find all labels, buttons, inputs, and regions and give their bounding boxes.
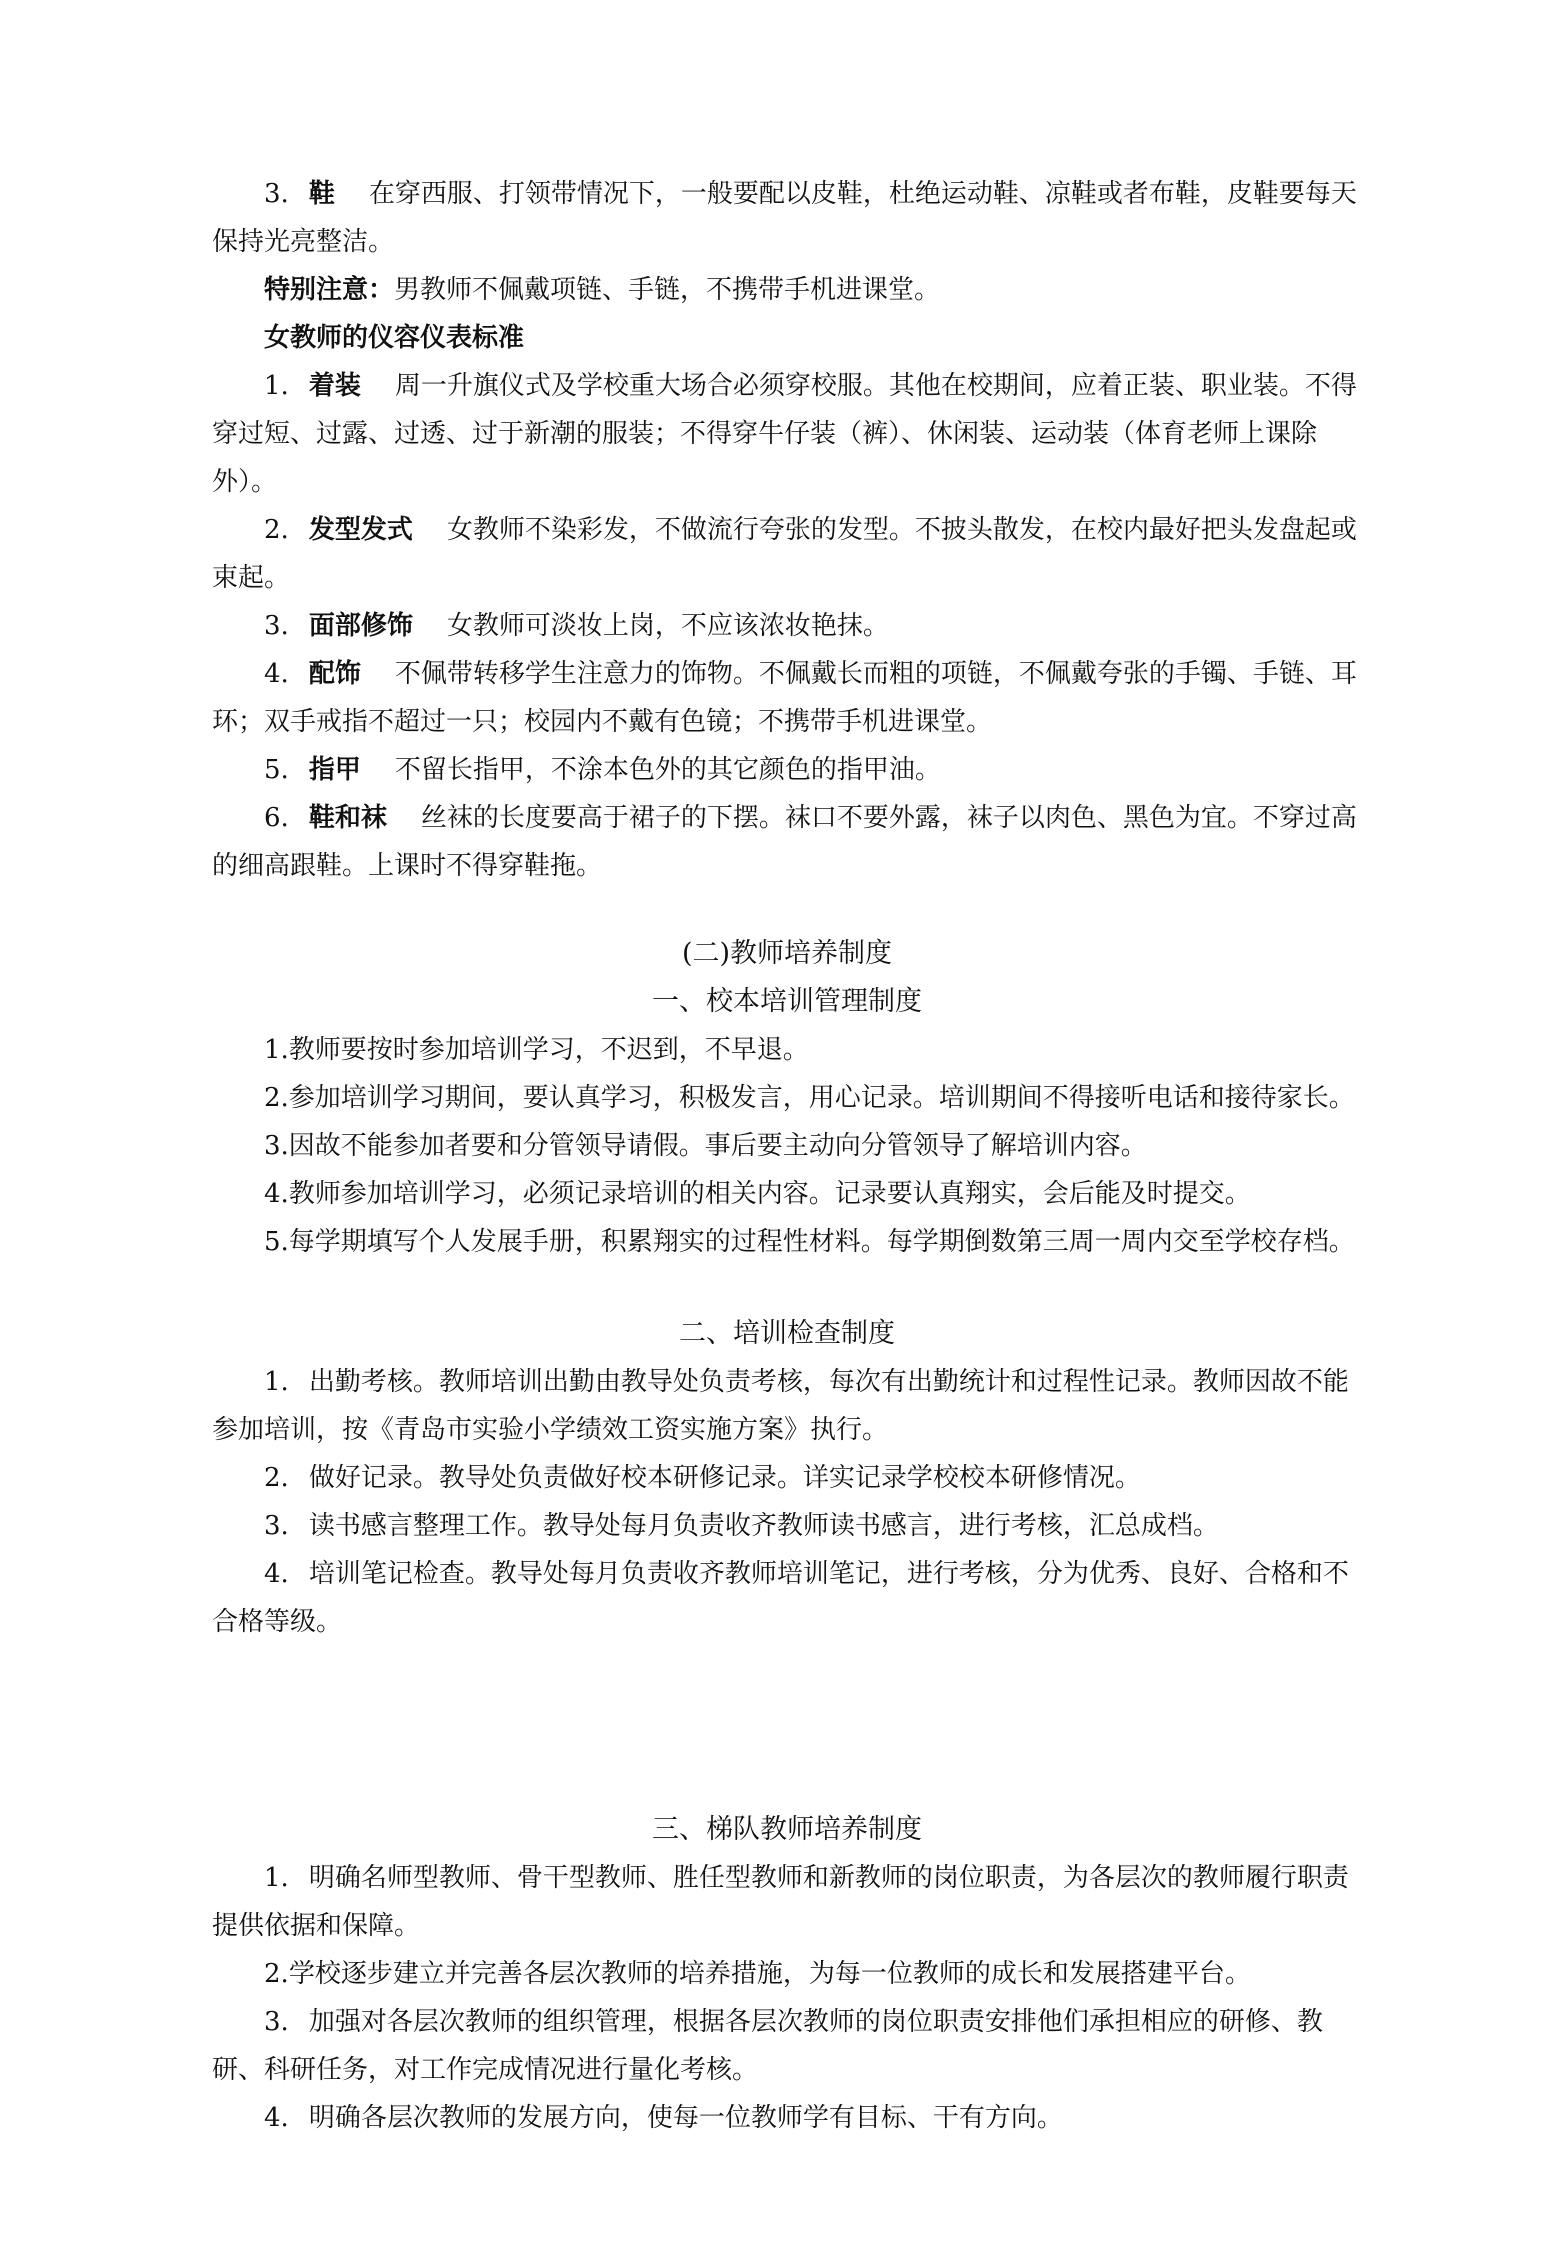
list-item: 3.因故不能参加者要和分管领导请假。事后要主动向分管领导了解培训内容。 — [264, 1131, 1147, 1161]
item-number: 3. — [264, 611, 289, 641]
list-item — [212, 1550, 1362, 1646]
item-number: 1. — [264, 1367, 289, 1397]
item-heading: 着装 — [308, 371, 361, 401]
item-heading: 发型发式 — [308, 515, 413, 545]
spacer — [212, 890, 1362, 930]
item-number: 4. — [264, 2103, 289, 2133]
item-number: 4. — [264, 659, 289, 689]
item-number: 4. — [264, 1559, 289, 1589]
female-item — [212, 650, 1362, 746]
item-text: 不佩带转移学生注意力的饰物。不佩戴长而粗的项链，不佩戴夸张的手镯、手链、耳环；双手戒指不超过一只；校园内不戴有色镜；不携带手机进课堂。 — [212, 659, 1357, 737]
list-item — [212, 1998, 1362, 2094]
item-text: 女教师可淡妆上岗，不应该浓妆艳抹。 — [446, 611, 889, 641]
item-number: 6. — [264, 803, 289, 833]
list-item — [212, 1854, 1362, 1950]
item-text: 加强对各层次教师的组织管理，根据各层次教师的岗位职责安排他们承担相应的研修、教研、科研任务，对工作完成情况进行量化考核。 — [212, 2007, 1323, 2085]
list-item — [212, 1950, 1362, 1998]
list-item — [212, 1502, 1362, 1550]
note-text: 男教师不佩戴项链、手链，不携带手机进课堂。 — [394, 275, 941, 305]
list-item — [212, 2094, 1362, 2142]
item-text: 女教师不染彩发，不做流行夸张的发型。不披头散发，在校内最好把头发盘起或束起。 — [212, 515, 1357, 593]
item-text: 做好记录。教导处负责做好校本研修记录。详实记录学校校本研修情况。 — [308, 1463, 1141, 1493]
item-text: 出勤考核。教师培训出勤由教导处负责考核，每次有出勤统计和过程性记录。教师因故不能参加培训，按《青岛市实验小学绩效工资实施方案》执行。 — [212, 1367, 1349, 1445]
subsection-title-echelon: 三、梯队教师培养制度 — [652, 1814, 922, 1845]
item-number: 2. — [264, 1959, 289, 1989]
item-number: 2. — [264, 1463, 289, 1493]
item-number: 1. — [264, 371, 289, 401]
male-shoes-paragraph — [212, 170, 1362, 266]
spacer — [212, 1266, 1362, 1310]
item-heading: 指甲 — [308, 755, 361, 785]
item-number: 3. — [264, 2007, 289, 2037]
item-text: 在穿西服、打领带情况下，一般要配以皮鞋，杜绝运动鞋、凉鞋或者布鞋，皮鞋要每天保持光亮整洁。 — [212, 179, 1357, 257]
list-item: 1.教师要按时参加培训学习，不迟到，不早退。 — [264, 1035, 809, 1065]
item-text: 明确各层次教师的发展方向，使每一位教师学有目标、干有方向。 — [308, 2103, 1063, 2133]
document-content — [212, 170, 1362, 2142]
item-number: 1. — [264, 1863, 289, 1893]
item-heading: 鞋 — [308, 179, 335, 209]
female-item — [212, 794, 1362, 890]
subsection-title-school-training: 一、校本培训管理制度 — [652, 986, 922, 1017]
list-item — [212, 1358, 1362, 1454]
subsection-title-inspection: 二、培训检查制度 — [679, 1318, 895, 1349]
item-number: 2. — [264, 515, 289, 545]
item-number: 5. — [264, 755, 289, 785]
list-item: 4.教师参加培训学习，必须记录培训的相关内容。记录要认真翔实，会后能及时提交。 — [264, 1179, 1251, 1209]
female-item — [212, 746, 1362, 794]
item-text: 读书感言整理工作。教导处每月负责收齐教师读书感言，进行考核，汇总成档。 — [308, 1511, 1219, 1541]
male-note-paragraph — [212, 266, 1362, 314]
item-text: 培训笔记检查。教导处每月负责收齐教师培训笔记，进行考核，分为优秀、良好、合格和不合格等级。 — [212, 1559, 1349, 1637]
item-text: 不留长指甲，不涂本色外的其它颜色的指甲油。 — [394, 755, 941, 785]
item-text: 明确名师型教师、骨干型教师、胜任型教师和新教师的岗位职责，为各层次的教师履行职责提供依据和保障。 — [212, 1863, 1349, 1941]
spacer — [212, 1646, 1362, 1806]
item-number: 3. — [264, 179, 289, 209]
female-item — [212, 362, 1362, 506]
item-heading: 配饰 — [308, 659, 361, 689]
item-text: 周一升旗仪式及学校重大场合必须穿校服。其他在校期间，应着正装、职业装。不得穿过短、过露、过透、过于新潮的服装；不得穿牛仔装（裤）、休闲装、运动装（体育老师上课除外）。 — [212, 371, 1357, 497]
female-item — [212, 506, 1362, 602]
note-heading: 特别注意： — [264, 275, 395, 305]
item-heading: 面部修饰 — [308, 611, 413, 641]
list-item: 5.每学期填写个人发展手册，积累翔实的过程性材料。每学期倒数第三周一周内交至学校存档。 — [264, 1227, 1355, 1257]
item-text: 丝袜的长度要高于裙子的下摆。袜口不要外露，袜子以肉色、黑色为宜。不穿过高的细高跟鞋。上课时不得穿鞋拖。 — [212, 803, 1357, 881]
item-text: 学校逐步建立并完善各层次教师的培养措施，为每一位教师的成长和发展搭建平台。 — [288, 1959, 1251, 1989]
list-item: 2.参加培训学习期间，要认真学习，积极发言，用心记录。培训期间不得接听电话和接待家长。 — [264, 1083, 1355, 1113]
list-item — [212, 1454, 1362, 1502]
item-number: 3. — [264, 1511, 289, 1541]
female-item — [212, 602, 1362, 650]
section-title-training: (二)教师培养制度 — [681, 938, 893, 969]
female-standard-title: 女教师的仪容仪表标准 — [264, 323, 525, 353]
item-heading: 鞋和袜 — [308, 803, 387, 833]
